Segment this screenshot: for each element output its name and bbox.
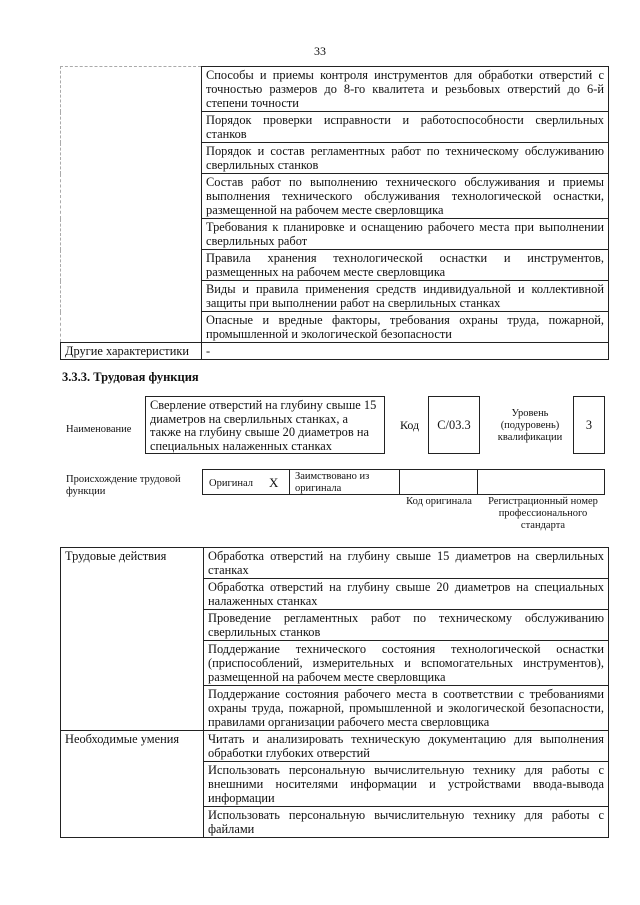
table-row — [61, 548, 609, 579]
table-row — [61, 731, 609, 762]
origin-label: Происхождение трудовой функции — [66, 474, 181, 497]
table-cell: Обработка отверстий на глубину свыше 15 диаметров на сверлильных станках — [204, 548, 609, 579]
level-value: 3 — [573, 396, 605, 454]
name-label: Наименование — [66, 424, 132, 435]
code-original-label: Код оригинала — [406, 496, 472, 507]
table-cell: - — [202, 343, 609, 360]
borrowed-label: Заимствовано из оригинала — [295, 471, 370, 494]
origin-row — [202, 469, 605, 495]
table-cell: Опасные и вредные факторы, требования охраны труда, пожарной, промышленной и экологической безопасности — [202, 312, 609, 343]
labor-actions-label: Трудовые действия — [61, 548, 204, 731]
table-label-cell — [61, 67, 202, 343]
required-skills-label: Необходимые умения — [61, 731, 204, 838]
page-number: 33 — [314, 44, 326, 58]
other-characteristics-label: Другие характеристики — [61, 343, 202, 360]
cell-divider — [399, 470, 400, 494]
cell-divider — [289, 470, 290, 494]
original-mark: X — [269, 475, 279, 490]
table-cell: Виды и правила применения средств индивидуальной и коллективной защиты при выполнении работ на сверлильных станках — [202, 281, 609, 312]
table-cell: Требования к планировке и оснащению рабочего места при выполнении сверлильных работ — [202, 219, 609, 250]
table-cell: Правила хранения технологической оснастки и инструментов, размещенных на рабочем месте сверловщика — [202, 250, 609, 281]
table-row — [61, 343, 609, 360]
cell-divider — [477, 470, 478, 494]
table-cell: Способы и приемы контроля инструментов для обработки отверстий с точностью размеров до 8-го квалитета и резьбовых отверстий до 6-й степени точности — [202, 67, 609, 112]
table-cell: Проведение регламентных работ по техническому обслуживанию сверлильных станков — [204, 610, 609, 641]
table-cell: Использовать персональную вычислительную технику для работы с внешними носителями информации и устройствами ввода-вывода информации — [204, 762, 609, 807]
code-label: Код — [400, 418, 420, 432]
table-cell: Обработка отверстий на глубину свыше 20 диаметров на специальных налаженных станках — [204, 579, 609, 610]
table-cell: Порядок и состав регламентных работ по техническому обслуживанию сверлильных станков — [202, 143, 609, 174]
table-cell: Читать и анализировать техническую документацию для выполнения обработки глубоких отверстий — [204, 731, 609, 762]
level-label: Уровень (подуровень) квалификации — [497, 408, 563, 443]
reg-number-label: Регистрационный номер профессионального стандарта — [488, 496, 598, 531]
table-cell: Поддержание состояния рабочего места в соответствии с требованиями охраны труда, пожарной, промышленной и экологической безопасности, правилами организации рабочего места сверловщика — [204, 686, 609, 731]
table-cell: Использовать персональную вычислительную технику для работы с файлами — [204, 807, 609, 838]
table-cell: Состав работ по выполнению технического обслуживания и приемы выполнения технического обслуживания технологической оснастки, размещенной на рабочем месте сверловщика — [202, 174, 609, 219]
table-cell: Порядок проверки исправности и работоспособности сверлильных станков — [202, 112, 609, 143]
code-value: C/03.3 — [428, 396, 480, 454]
original-label: Оригинал — [209, 478, 253, 489]
table-row — [61, 67, 609, 112]
table-cell: Поддержание технического состояния технологической оснастки (приспособлений, измерительных и вспомогательных инструментов), размещенной на рабочем месте сверловщика — [204, 641, 609, 686]
knowledge-table — [60, 66, 609, 360]
actions-skills-table — [60, 547, 609, 838]
section-heading: 3.3.3. Трудовая функция — [62, 370, 199, 384]
function-name-value: Сверление отверстий на глубину свыше 15 диаметров на сверлильных станках, а также на глубину свыше 20 диаметров на специальных налаженных станках — [145, 396, 385, 454]
